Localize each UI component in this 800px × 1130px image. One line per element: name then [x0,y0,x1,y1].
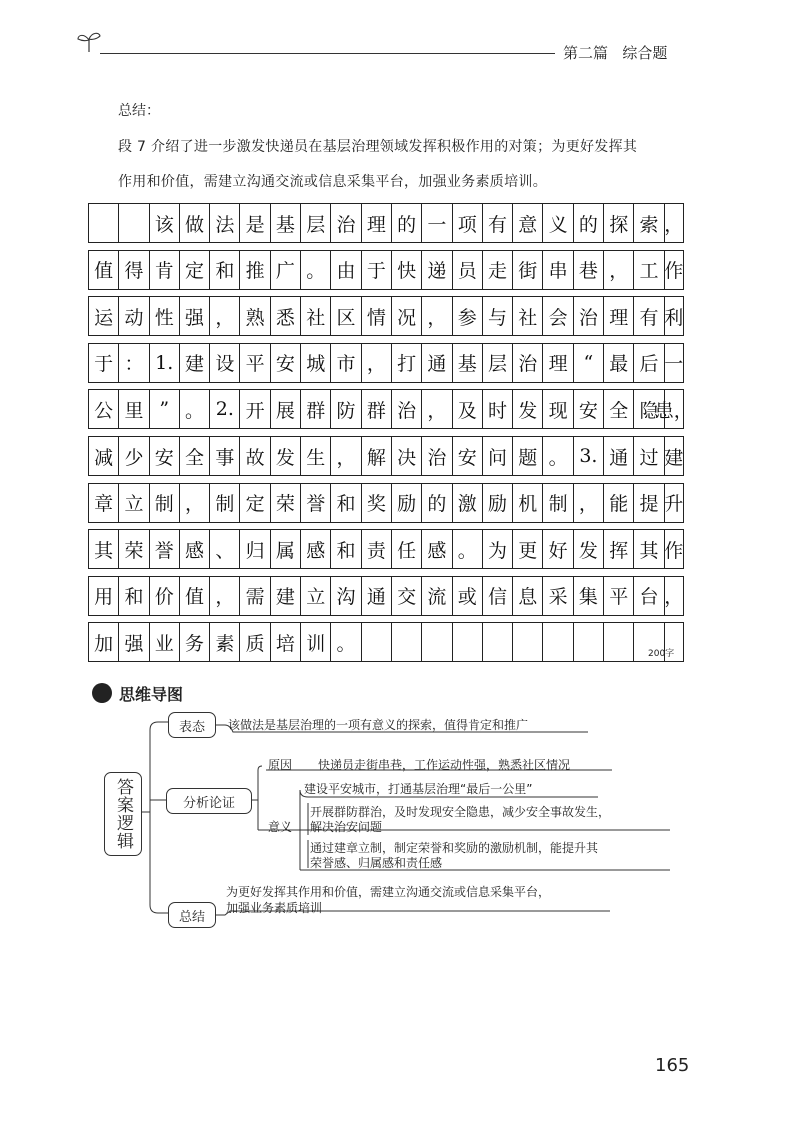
grid-cell: 训 [301,623,331,661]
grid-cell: 提 [634,484,664,522]
grid-cell: 防 [331,390,361,428]
grid-cell: 誉 [301,484,331,522]
grid-cell: 参 [453,297,483,335]
grid-cell: 属 [271,530,301,568]
grid-cell: 定 [240,484,270,522]
meaning-2b: 解决治安问题 [310,820,383,834]
grid-cell: ， [362,344,392,382]
summary-node [168,902,216,928]
grid-cell: 集 [574,577,604,615]
grid-cell: 发 [574,530,604,568]
grid-cell: ， [574,484,604,522]
grid-cell: 社 [301,297,331,335]
grid-cell: 推 [240,251,270,289]
grid-cell: 群 [301,390,331,428]
grid-cell: “ [574,344,604,382]
grid-cell: 交 [392,577,422,615]
grid-cell: 一 [422,204,452,242]
grid-cell: 感 [301,530,331,568]
grid-cell: 机 [513,484,543,522]
grid-cell: 制 [543,484,573,522]
grid-cell: 制 [210,484,240,522]
grid-cell: ， [665,204,684,242]
grid-cell: 广 [271,251,301,289]
grid-cell: 问 [483,437,513,475]
grid-cell: 建 [665,437,684,475]
grid-cell: 项 [453,204,483,242]
grid-cell: 理 [604,297,634,335]
grid-cell: 串 [543,251,573,289]
grid-cell: 解 [362,437,392,475]
grid-cell: 有 [634,297,664,335]
grid-cell: 安 [574,390,604,428]
grid-cell: 采 [543,577,573,615]
grid-cell: 立 [119,484,149,522]
grid-cell: 值 [180,577,210,615]
grid-cell: 时 [483,390,513,428]
grid-cell: 加 [89,623,119,661]
grid-cell: 开 [240,390,270,428]
grid-cell: 市 [331,344,361,382]
summary-node-label: 总结 [178,909,205,925]
grid-cell: ， [665,577,684,615]
grid-cell: 。 [543,437,573,475]
grid-cell: 价 [150,577,180,615]
grid-cell: 信 [483,577,513,615]
grid-cell: 沟 [331,577,361,615]
header-section: 综合题 [622,44,668,62]
grid-cell: 全 [604,390,634,428]
grid-cell: 和 [210,251,240,289]
grid-cell: 素 [210,623,240,661]
grid-cell: 。 [453,530,483,568]
grid-cell: 社 [513,297,543,335]
grid-cell: 少 [119,437,149,475]
grid-cell: 意 [513,204,543,242]
grid-cell: 建 [271,577,301,615]
grid-cell: 运 [89,297,119,335]
grid-cell: 工 [634,251,664,289]
grid-cell: 感 [422,530,452,568]
grid-cell: 生 [301,437,331,475]
grid-cell: 激 [453,484,483,522]
grid-cell: 发 [513,390,543,428]
grid-cell: 城 [301,344,331,382]
grid-cell: 故 [240,437,270,475]
grid-cell: 题 [513,437,543,475]
grid-cell: 员 [453,251,483,289]
mindmap-title: 思维导图 [119,685,184,704]
grid-cell: 荣 [271,484,301,522]
grid-cell: 。 [180,390,210,428]
grid-cell: 强 [180,297,210,335]
grid-cell: 走 [483,251,513,289]
summary-line-1: 段 7 介绍了进一步激发快递员在基层治理领域发挥积极作用的对策；为更好发挥其 [118,139,638,155]
grid-cell: 治 [513,344,543,382]
grid-cell: 群 [362,390,392,428]
grid-cell: 奖 [362,484,392,522]
grid-cell: 最 [604,344,634,382]
analysis-label: 分析论证 [182,795,235,811]
grid-cell: 里 [119,390,149,428]
grid-cell: ， [331,437,361,475]
grid-cell: 励 [483,484,513,522]
reason-text: 快递员走街串巷，工作运动性强，熟悉社区情况 [318,758,571,772]
grid-cell: 肯 [150,251,180,289]
grid-cell: 利 [665,297,684,335]
grid-cell: 安 [150,437,180,475]
grid-cell: 巷 [574,251,604,289]
grid-cell: 务 [180,623,210,661]
grid-cell: 性 [150,297,180,335]
grid-cell: 打 [392,344,422,382]
grid-cell: 更 [513,530,543,568]
grid-cell: ， [210,297,240,335]
grid-cell: 立 [301,577,331,615]
meaning-3a: 通过建章立制，制定荣誉和奖励的激励机制，能提升其 [310,841,599,855]
grid-cell: 治 [422,437,452,475]
grid-cell: 由 [331,251,361,289]
grid-cell: 的 [392,204,422,242]
grid-cell: 和 [119,577,149,615]
grid-cell: 升 [665,484,684,522]
grid-cell: 章 [89,484,119,522]
grid-cell: 息 [513,577,543,615]
grid-cell: 感 [180,530,210,568]
stance-text: 该做法是基层治理的一项有意义的探索，值得肯定和推广 [228,718,529,732]
grid-cell: 2. [210,390,240,428]
grid-cell: 其 [634,530,664,568]
grid-cell: 展 [271,390,301,428]
grid-cell: 义 [543,204,573,242]
grid-cell: 悉 [271,297,301,335]
grid-cell: 后 [634,344,664,382]
grid-cell: ， [180,484,210,522]
grid-cell: 患， [665,390,684,428]
grid-cell: 快 [392,251,422,289]
grid-cell: 安 [453,437,483,475]
grid-cell: 用 [89,577,119,615]
grid-cell: 会 [543,297,573,335]
grid-cell: 作 [665,251,684,289]
summary-label: 总结： [118,103,160,119]
grid-cell: ， [210,577,240,615]
grid-cell: 励 [392,484,422,522]
mindmap-root-node [104,772,142,856]
grid-cell: 事 [210,437,240,475]
grid-cell: 递 [422,251,452,289]
grid-cell: ， [422,390,452,428]
grid-cell: 是 [240,204,270,242]
grid-cell: 通 [604,437,634,475]
meaning-label: 意义 [268,820,293,834]
grid-cell: 荣 [119,530,149,568]
meaning-1: 建设平安城市，打通基层治理“最后一公里” [304,782,533,796]
grid-cell: 决 [392,437,422,475]
grid-cell: 况 [392,297,422,335]
grid-cell: 为 [483,530,513,568]
word-count: 200字 [648,649,675,659]
grid-cell: 全 [180,437,210,475]
grid-cell: 誉 [150,530,180,568]
grid-cell: 一 [665,344,684,382]
grid-cell: 通 [362,577,392,615]
root-label: 答案逻辑 [113,778,133,850]
grid-cell: ， [422,297,452,335]
grid-cell: 层 [301,204,331,242]
grid-cell: 能 [604,484,634,522]
grid-cell: 和 [331,530,361,568]
grid-cell: ， [604,251,634,289]
grid-cell: 的 [422,484,452,522]
grid-cell: 设 [210,344,240,382]
grid-cell: 质 [240,623,270,661]
grid-cell: 值 [89,251,119,289]
grid-cell: 于 [362,251,392,289]
grid-cell: 索 [634,204,664,242]
grid-cell: 任 [392,530,422,568]
grid-cell: 理 [362,204,392,242]
page-number: 165 [655,1055,690,1076]
grid-cell: 的 [574,204,604,242]
grid-cell: 培 [271,623,301,661]
grid-cell: 1. [150,344,180,382]
grid-cell: 台 [634,577,664,615]
grid-cell: 治 [392,390,422,428]
grid-cell: 通 [422,344,452,382]
grid-cell: 、 [210,530,240,568]
grid-cell: 减 [89,437,119,475]
meaning-2a: 开展群防群治，及时发现安全隐患，减少安全事故发生， [310,805,611,819]
grid-cell: 责 [362,530,392,568]
grid-cell: 情 [362,297,392,335]
grid-cell: 基 [271,204,301,242]
grid-cell: 。 [301,251,331,289]
grid-cell: 公 [89,390,119,428]
grid-cell: 挥 [604,530,634,568]
grid-cell: 或 [453,577,483,615]
grid-cell: 3. [574,437,604,475]
grid-cell: 隐 [634,390,664,428]
grid-cell: 理 [543,344,573,382]
grid-cell: 与 [483,297,513,335]
grid-cell: 作 [665,530,684,568]
grid-cell: 。 [331,623,361,661]
grid-cell: 和 [331,484,361,522]
header-part: 第二篇 [563,44,609,62]
grid-cell: 街 [513,251,543,289]
grid-cell: 好 [543,530,573,568]
stance-node [168,712,216,738]
grid-cell: 及 [453,390,483,428]
grid-cell: 得 [119,251,149,289]
grid-cell: 法 [210,204,240,242]
grid-cell: 定 [180,251,210,289]
grid-cell: 平 [604,577,634,615]
grid-cell: 动 [119,297,149,335]
summary-line-2: 作用和价值，需建立沟通交流或信息采集平台，加强业务素质培训。 [118,174,547,190]
grid-cell: 安 [271,344,301,382]
grid-cell: 制 [150,484,180,522]
grid-cell: ” [150,390,180,428]
stance-label: 表态 [178,719,205,735]
grid-cell: 强 [119,623,149,661]
reason-label: 原因 [268,758,293,772]
grid-cell: 区 [331,297,361,335]
grid-cell: 过 [634,437,664,475]
grid-cell: 归 [240,530,270,568]
grid-cell: 平 [240,344,270,382]
grid-cell: 层 [483,344,513,382]
summary-text-b: 加强业务素质培训 [226,901,323,915]
grid-cell: 需 [240,577,270,615]
grid-cell: 流 [422,577,452,615]
grid-cell: 基 [453,344,483,382]
analysis-node [166,788,252,814]
grid-cell: 做 [180,204,210,242]
grid-cell: 治 [574,297,604,335]
grid-cell: 治 [331,204,361,242]
grid-cell: 其 [89,530,119,568]
grid-cell: ： [119,344,149,382]
grid-cell: 现 [543,390,573,428]
grid-cell: 探 [604,204,634,242]
grid-cell: 该 [150,204,180,242]
grid-cell: 建 [180,344,210,382]
grid-cell: 于 [89,344,119,382]
grid-cell: 业 [150,623,180,661]
summary-text-a: 为更好发挥其作用和价值，需建立沟通交流或信息采集平台， [226,885,551,899]
grid-cell: 有 [483,204,513,242]
grid-cell: 熟 [240,297,270,335]
meaning-3b: 荣誉感、归属感和责任感 [310,856,443,870]
grid-cell: 发 [271,437,301,475]
